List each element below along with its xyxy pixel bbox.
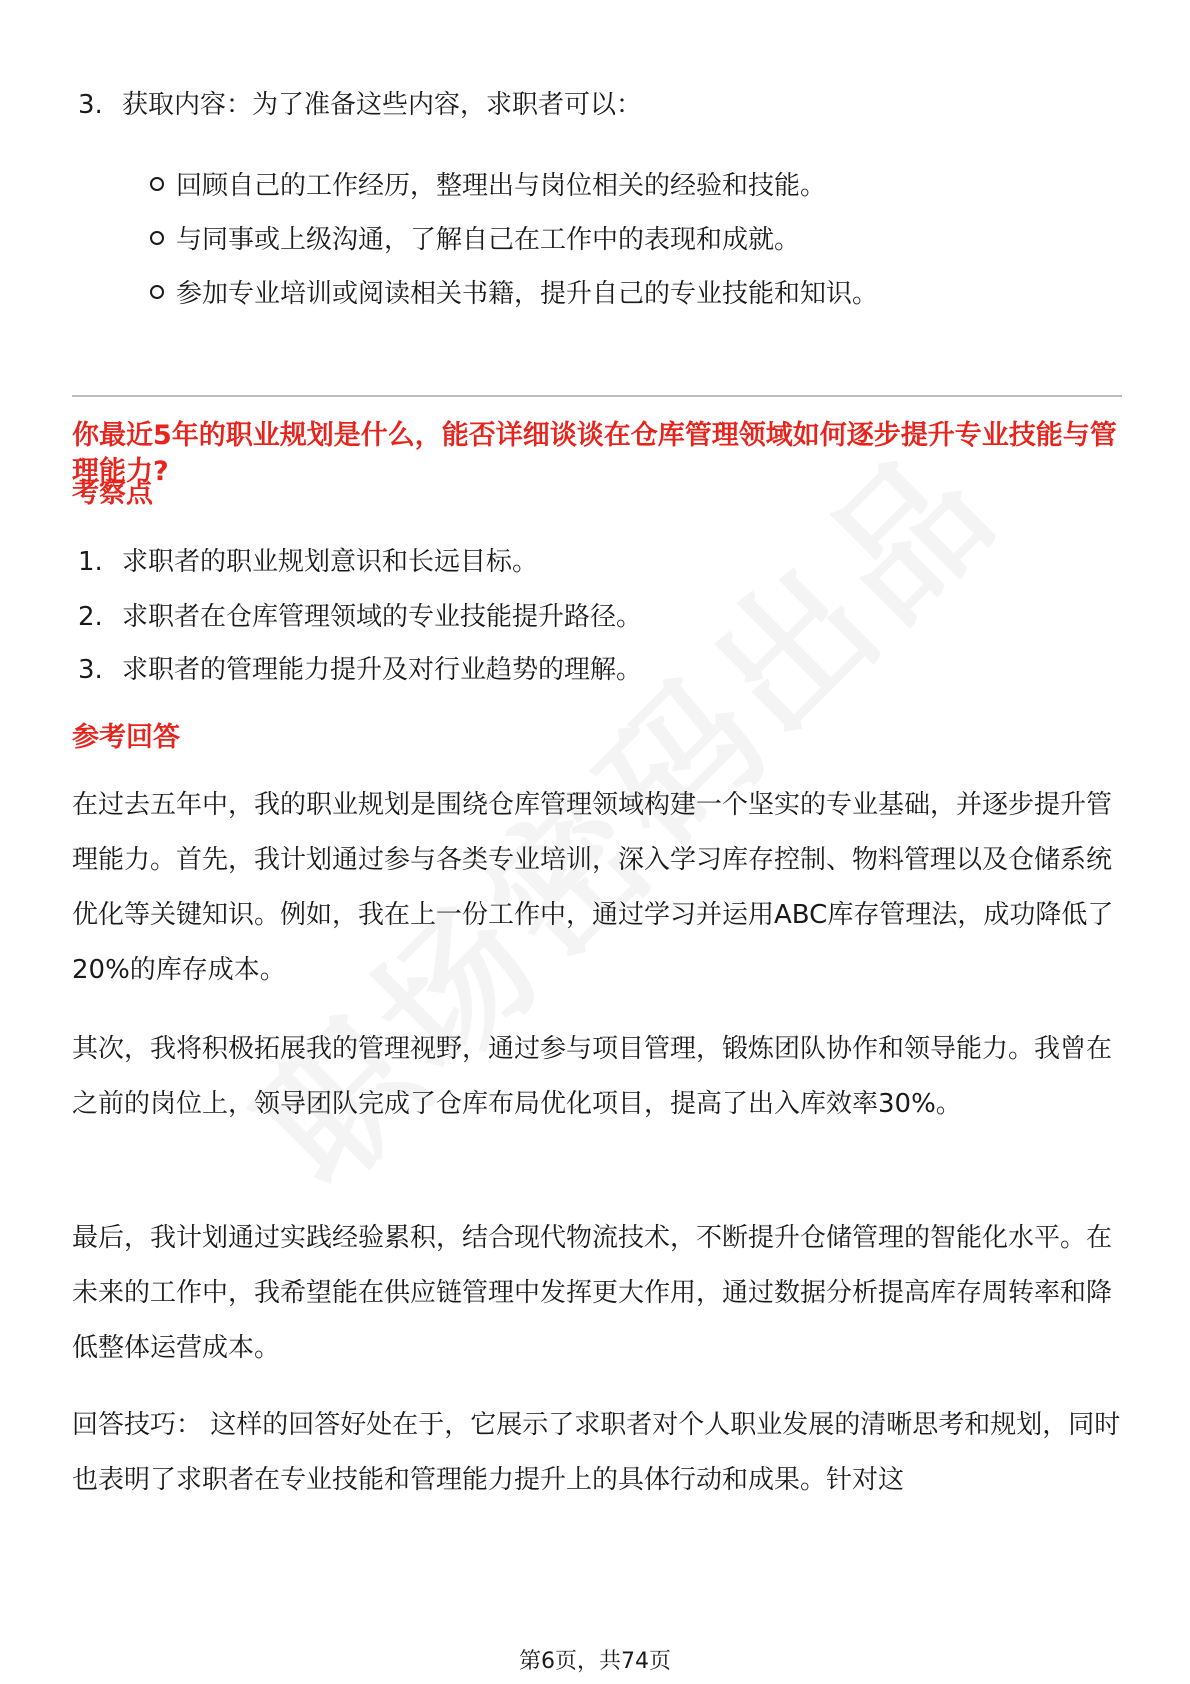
list-item bbox=[150, 276, 878, 312]
list-item bbox=[150, 222, 800, 258]
answer-paragraph: 其次，我将积极拓展我的管理视野，通过参与项目管理，锻炼团队协作和领导能力。我曾在之前的岗位上，领导团队完成了仓库布局优化项目，提高了出入库效率30%。 bbox=[72, 1034, 1113, 1119]
bullet-text: 参加专业培训或阅读相关书籍，提升自己的专业技能和知识。 bbox=[176, 279, 879, 309]
answer-paragraph: 在过去五年中，我的职业规划是围绕仓库管理领域构建一个坚实的专业基础，并逐步提升管理能力。首先，我计划通过参与各类专业培训，深入学习库存控制、物料管理以及仓储系统优化等关键知识。例如，我在上一份工作中，通过学习并运用ABC库存管理法，成功降低了20%的库存成本。 bbox=[72, 790, 1114, 985]
hollow-bullet-icon bbox=[150, 285, 164, 299]
prep-item bbox=[78, 87, 642, 123]
focus-item-text: 求职者在仓库管理领域的专业技能提升路径。 bbox=[122, 602, 643, 632]
answer-tip-paragraph: 回答技巧： 这样的回答好处在于，它展示了求职者对个人职业发展的清晰思考和规划，同时也表明了求职者在专业技能和管理能力提升上的具体行动和成果。针对这 bbox=[72, 1410, 1121, 1495]
question-heading: 你最近5年的职业规划是什么，能否详细谈谈在仓库管理领域如何逐步提升专业技能与管理能力? bbox=[72, 420, 1117, 487]
focus-item-number: 3. bbox=[78, 655, 103, 685]
prep-item-number: 3. bbox=[78, 90, 103, 120]
focus-item-text: 求职者的职业规划意识和长远目标。 bbox=[122, 547, 539, 577]
answer-paragraph: 最后，我计划通过实践经验累积，结合现代物流技术，不断提升仓储管理的智能化水平。在未来的工作中，我希望能在供应链管理中发挥更大作用，通过数据分析提高库存周转率和降低整体运营成本。 bbox=[72, 1223, 1113, 1363]
focus-item bbox=[78, 652, 642, 688]
focus-item bbox=[78, 544, 538, 580]
list-item bbox=[150, 168, 826, 204]
hollow-bullet-icon bbox=[150, 177, 164, 191]
hollow-bullet-icon bbox=[150, 231, 164, 245]
section-divider bbox=[72, 395, 1122, 397]
prep-item-text: 获取内容：为了准备这些内容，求职者可以： bbox=[122, 90, 643, 120]
focus-item-number: 2. bbox=[78, 602, 103, 632]
focus-item bbox=[78, 599, 642, 635]
focus-item-number: 1. bbox=[78, 547, 103, 577]
answer-heading: 参考回答 bbox=[72, 722, 180, 753]
focus-item-text: 求职者的管理能力提升及对行业趋势的理解。 bbox=[122, 655, 643, 685]
bullet-text: 与同事或上级沟通，了解自己在工作中的表现和成就。 bbox=[176, 225, 801, 255]
focus-heading: 考察点 bbox=[72, 478, 153, 509]
bullet-text: 回顾自己的工作经历，整理出与岗位相关的经验和技能。 bbox=[176, 171, 827, 201]
page-footer: 第6页，共74页 bbox=[519, 1649, 671, 1674]
